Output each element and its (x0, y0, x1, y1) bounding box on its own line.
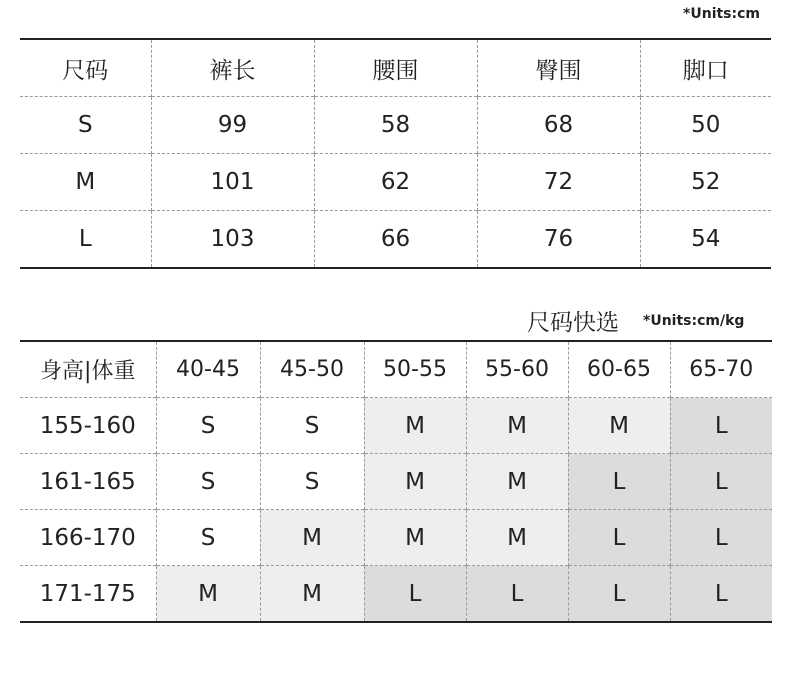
size-recommendation-cell: L (568, 510, 670, 566)
size-chart-header-cell: 裤长 (151, 39, 314, 97)
quick-select-header-row (20, 341, 772, 398)
weight-range-header: 50-55 (364, 341, 466, 398)
table-row (20, 566, 772, 623)
weight-range-header: 40-45 (156, 341, 260, 398)
size-chart-cell: 50 (640, 97, 771, 154)
table-row (20, 454, 772, 510)
size-chart-header-cell: 脚口 (640, 39, 771, 97)
size-recommendation-cell: L (670, 454, 772, 510)
size-recommendation-cell: M (466, 510, 568, 566)
size-recommendation-cell: L (466, 566, 568, 623)
table-row (20, 211, 771, 269)
weight-range-header: 55-60 (466, 341, 568, 398)
size-recommendation-cell: L (568, 454, 670, 510)
size-chart-cell: 72 (477, 154, 640, 211)
quick-select-units: *Units:cm/kg (643, 313, 745, 329)
size-recommendation-cell: L (670, 510, 772, 566)
size-recommendation-cell: L (568, 566, 670, 623)
size-chart-cell: 52 (640, 154, 771, 211)
size-recommendation-cell: S (156, 510, 260, 566)
size-recommendation-cell: M (364, 510, 466, 566)
size-chart-cell: 58 (314, 97, 477, 154)
size-chart-cell: 66 (314, 211, 477, 269)
size-chart-cell: L (20, 211, 151, 269)
size-chart-header-cell: 腰围 (314, 39, 477, 97)
size-recommendation-cell: M (466, 398, 568, 454)
size-chart-cell: 62 (314, 154, 477, 211)
size-chart-cell: 54 (640, 211, 771, 269)
height-range-cell: 166-170 (20, 510, 156, 566)
size-chart-header-cell: 尺码 (62, 57, 109, 84)
size-recommendation-cell: M (364, 398, 466, 454)
size-chart-cell: 68 (477, 97, 640, 154)
size-recommendation-cell: M (466, 454, 568, 510)
size-chart-cell: 99 (151, 97, 314, 154)
size-chart-units: *Units:cm (683, 6, 760, 22)
weight-range-header: 60-65 (568, 341, 670, 398)
size-recommendation-cell: L (670, 398, 772, 454)
weight-range-header: 65-70 (670, 341, 772, 398)
size-chart-cell: 103 (151, 211, 314, 269)
table-row (20, 154, 771, 211)
height-range-cell: 155-160 (20, 398, 156, 454)
size-recommendation-cell: S (260, 398, 364, 454)
corner-label: 身高|体重 (40, 359, 136, 384)
size-chart-cell: 76 (477, 211, 640, 269)
size-recommendation-cell: M (260, 566, 364, 623)
size-recommendation-cell: L (364, 566, 466, 623)
height-range-cell: 171-175 (20, 566, 156, 623)
size-recommendation-cell: S (156, 454, 260, 510)
quick-select-table (20, 340, 772, 623)
size-chart-header-row (20, 39, 771, 97)
size-recommendation-cell: L (670, 566, 772, 623)
size-chart-cell: 101 (151, 154, 314, 211)
quick-select-title: 尺码快选 (527, 310, 619, 336)
size-recommendation-cell: S (156, 398, 260, 454)
size-chart-cell: S (20, 97, 151, 154)
table-row (20, 97, 771, 154)
size-recommendation-cell: M (260, 510, 364, 566)
table-row (20, 510, 772, 566)
size-chart-cell: M (20, 154, 151, 211)
size-recommendation-cell: M (568, 398, 670, 454)
weight-range-header: 45-50 (260, 341, 364, 398)
size-chart-header-cell: 臀围 (477, 39, 640, 97)
size-chart-table (20, 38, 771, 269)
size-recommendation-cell: M (364, 454, 466, 510)
size-recommendation-cell: M (156, 566, 260, 623)
table-row (20, 398, 772, 454)
size-recommendation-cell: S (260, 454, 364, 510)
height-range-cell: 161-165 (20, 454, 156, 510)
